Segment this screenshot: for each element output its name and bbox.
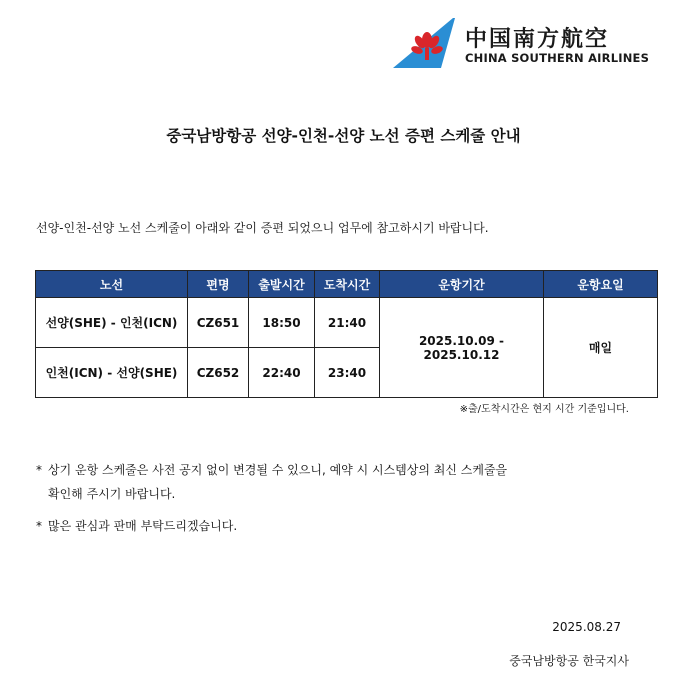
schedule-change-note: [36, 458, 507, 506]
table-header-row: [36, 271, 658, 298]
note-text-continued: 확인해 주시기 바랍니다.: [48, 487, 176, 501]
departure-cell: 18:50: [249, 298, 315, 348]
route-cell: 인천(ICN) - 선양(SHE): [36, 348, 188, 398]
header-route: 노선: [36, 271, 188, 298]
notice-title: 중국남방항공 선양-인천-선양 노선 증편 스케줄 안내: [166, 127, 521, 145]
arrival-cell: 21:40: [315, 298, 380, 348]
logo-chinese-name: 中国南方航空: [465, 27, 610, 52]
note-text: 많은 관심과 판매 부탁드리겠습니다.: [48, 519, 238, 533]
header-departure: 출발시간: [249, 271, 315, 298]
header-arrival: 도착시간: [315, 271, 380, 298]
route-cell: 선양(SHE) - 인천(ICN): [36, 298, 188, 348]
note-bullet: *: [36, 463, 42, 477]
airline-logo: [393, 18, 650, 68]
days-cell: 매일: [544, 298, 658, 398]
header-flight: 편명: [188, 271, 249, 298]
time-footnote: ※출/도착시간은 현지 시간 기준입니다.: [459, 404, 629, 415]
intro-text: 선양-인천-선양 노선 스케줄이 아래와 같이 증편 되었으니 업무에 참고하시기 바랍니다.: [36, 221, 489, 235]
note-text: 상기 운항 스케줄은 사전 공지 없이 변경될 수 있으니, 예약 시 시스템상의 최신 스케줄을: [48, 463, 508, 477]
flight-cell: CZ652: [188, 348, 249, 398]
flight-cell: CZ651: [188, 298, 249, 348]
period-cell: 2025.10.09 - 2025.10.12: [380, 298, 544, 398]
logo-english-name: CHINA SOUTHERN AIRLINES: [465, 51, 650, 65]
note-bullet: *: [36, 519, 42, 533]
kapok-flower-tail-icon: [393, 18, 455, 68]
notice-date: 2025.08.27: [552, 620, 621, 634]
header-period: 운항기간: [380, 271, 544, 298]
arrival-cell: 23:40: [315, 348, 380, 398]
header-days: 운항요일: [544, 271, 658, 298]
table-row: [36, 298, 658, 348]
thanks-note: [36, 514, 237, 538]
signature: 중국남방항공 한국지사: [509, 654, 629, 668]
departure-cell: 22:40: [249, 348, 315, 398]
schedule-table: [35, 270, 658, 398]
